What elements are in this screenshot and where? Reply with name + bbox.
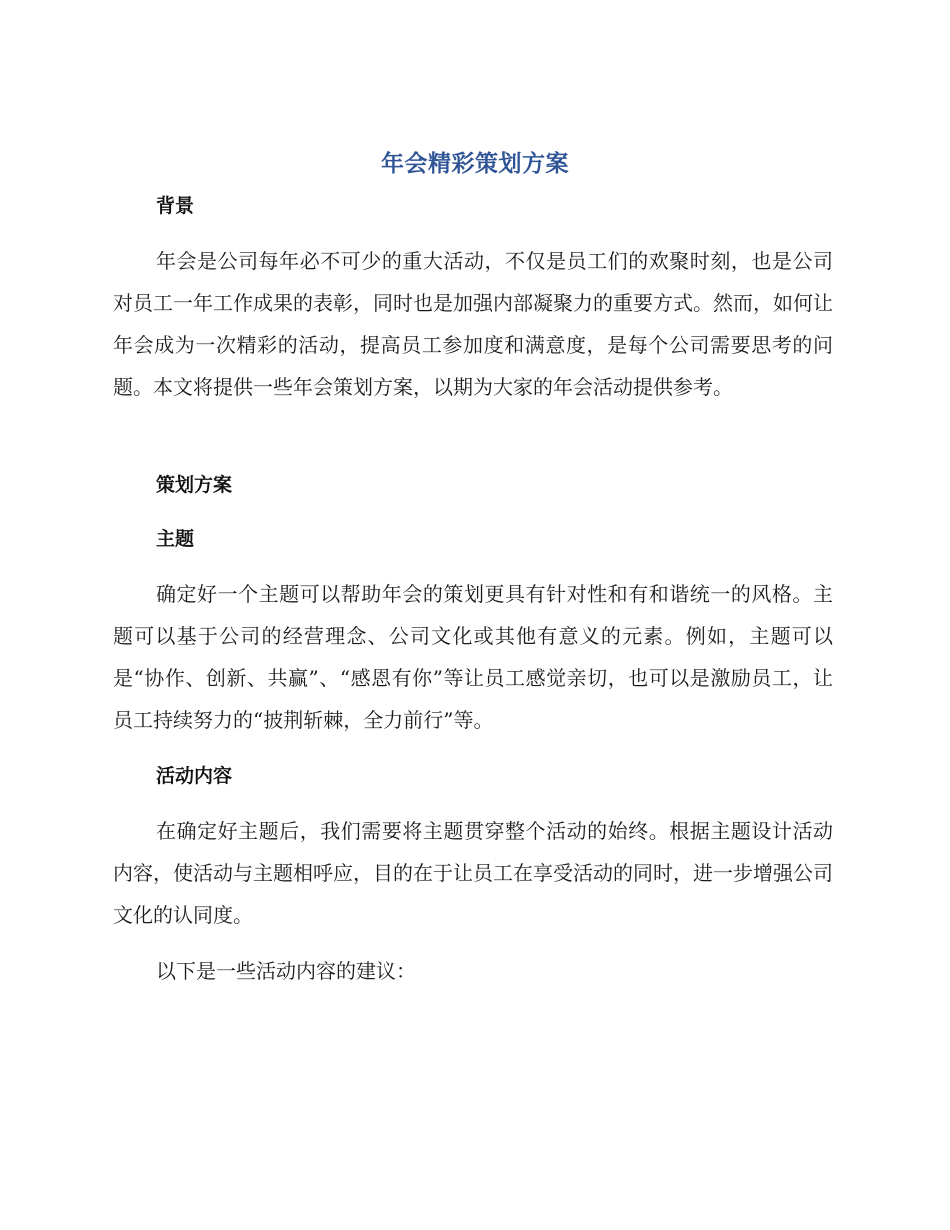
section-heading-theme: 主题 xyxy=(156,528,195,550)
paragraph-activities-suggestions: 以下是一些活动内容的建议： xyxy=(156,959,416,983)
section-heading-activities: 活动内容 xyxy=(156,765,233,787)
section-heading-plan: 策划方案 xyxy=(156,474,233,496)
paragraph-activities: 在确定好主题后，我们需要将主题贯穿整个活动的始终。根据主题设计活动内容，使活动与主题相呼应，目的在于让员工在享受活动的同时，进一步增强公司文化的认同度。 xyxy=(113,819,833,927)
section-heading-background: 背景 xyxy=(156,195,195,217)
document-title: 年会精彩策划方案 xyxy=(381,151,569,177)
paragraph-background: 年会是公司每年必不可少的重大活动，不仅是员工们的欢聚时刻，也是公司对员工一年工作成果的表彰，同时也是加强内部凝聚力的重要方式。然而，如何让年会成为一次精彩的活动，提高员工参加度和满意度，是每个公司需要思考的问题。本文将提供一些年会策划方案，以期为大家的年会活动提供参考。 xyxy=(113,249,833,399)
paragraph-theme: 确定好一个主题可以帮助年会的策划更具有针对性和有和谐统一的风格。主题可以基于公司的经营理念、公司文化或其他有意义的元素。例如，主题可以是“协作、创新、共赢”、“感恩有你”等让员工感觉亲切，也可以是激励员工，让员工持续努力的“披荆斩棘，全力前行”等。 xyxy=(113,582,833,732)
